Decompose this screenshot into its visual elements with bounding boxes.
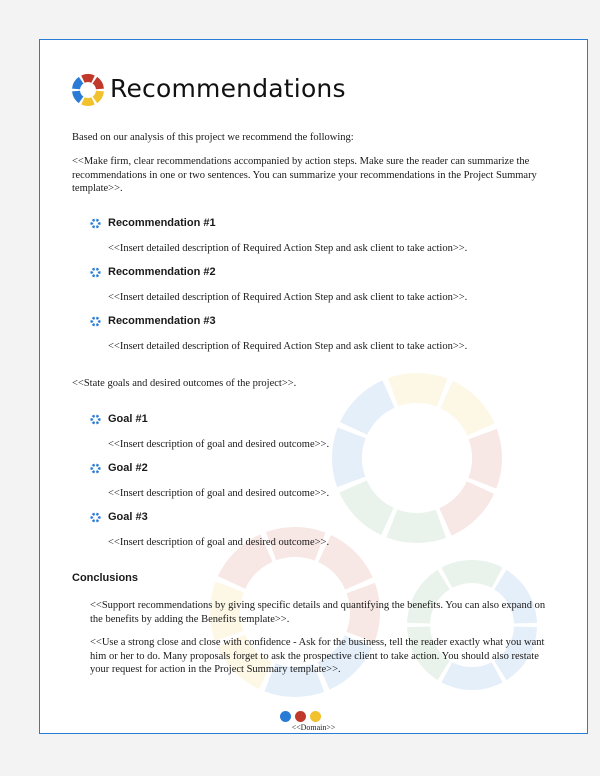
ring-bullet-icon [90,414,101,425]
logo-icon [71,73,105,107]
recommendation-text-1: <<Insert detailed description of Required Action Step and ask client to take action>>. [108,243,468,254]
goal-text-1: <<Insert description of goal and desired outcome>>. [108,439,330,450]
recommendation-heading-label: Recommendation #2 [108,266,216,278]
instruction-text: <<Make firm, clear recommendations accompanied by action steps. Make sure the reader can summarize the recommendations in one or two sentences. You can summarize your recommendations in the Project Summary template>>. [72,156,537,194]
intro-text: Based on our analysis of this project we recommend the following: [72,132,354,143]
ring-bullet-icon [90,463,101,474]
recommendation-text-3: <<Insert detailed description of Required Action Step and ask client to take action>>. [108,341,468,352]
conclusions-heading: Conclusions [72,572,139,584]
ring-bullet-icon [90,512,101,523]
ring-bullet-icon [90,218,101,229]
goal-text-2: <<Insert description of goal and desired outcome>>. [108,488,330,499]
goal-heading-1 [90,413,148,425]
goal-heading-3 [90,511,148,523]
document-page [39,39,588,734]
ring-bullet-icon [90,267,101,278]
goal-heading-2 [90,462,148,474]
recommendation-heading-2 [90,266,216,278]
recommendation-heading-label: Recommendation #3 [108,315,216,327]
ring-bullet-icon [90,316,101,327]
goal-heading-label: Goal #3 [108,511,148,523]
footer-domain: <<Domain>> [291,723,336,732]
goals-intro-text: <<State goals and desired outcomes of the project>>. [72,378,297,389]
recommendation-text-2: <<Insert detailed description of Required Action Step and ask client to take action>>. [108,292,468,303]
recommendation-heading-label: Recommendation #1 [108,217,216,229]
goal-heading-label: Goal #1 [108,413,148,425]
red-dot-icon [295,711,306,722]
recommendation-heading-3 [90,315,216,327]
page-title: Recommendations [110,74,346,103]
recommendation-heading-1 [90,217,216,229]
footer-dots [280,711,321,722]
blue-dot-icon [280,711,291,722]
conclusions-paragraph-1: <<Support recommendations by giving specific details and quantifying the benefits. You can also expand on the benefits by adding the Benefits template>>. [90,600,546,625]
goal-heading-label: Goal #2 [108,462,148,474]
yellow-dot-icon [310,711,321,722]
conclusions-paragraph-2: <<Use a strong close and close with confidence - Ask for the business, tell the reader exactly what you want him or her to do. Many proposals forget to ask the prospective client to take action. You should also restate your request for action in the Project Summary template>>. [90,637,545,675]
goal-text-3: <<Insert description of goal and desired outcome>>. [108,537,330,548]
